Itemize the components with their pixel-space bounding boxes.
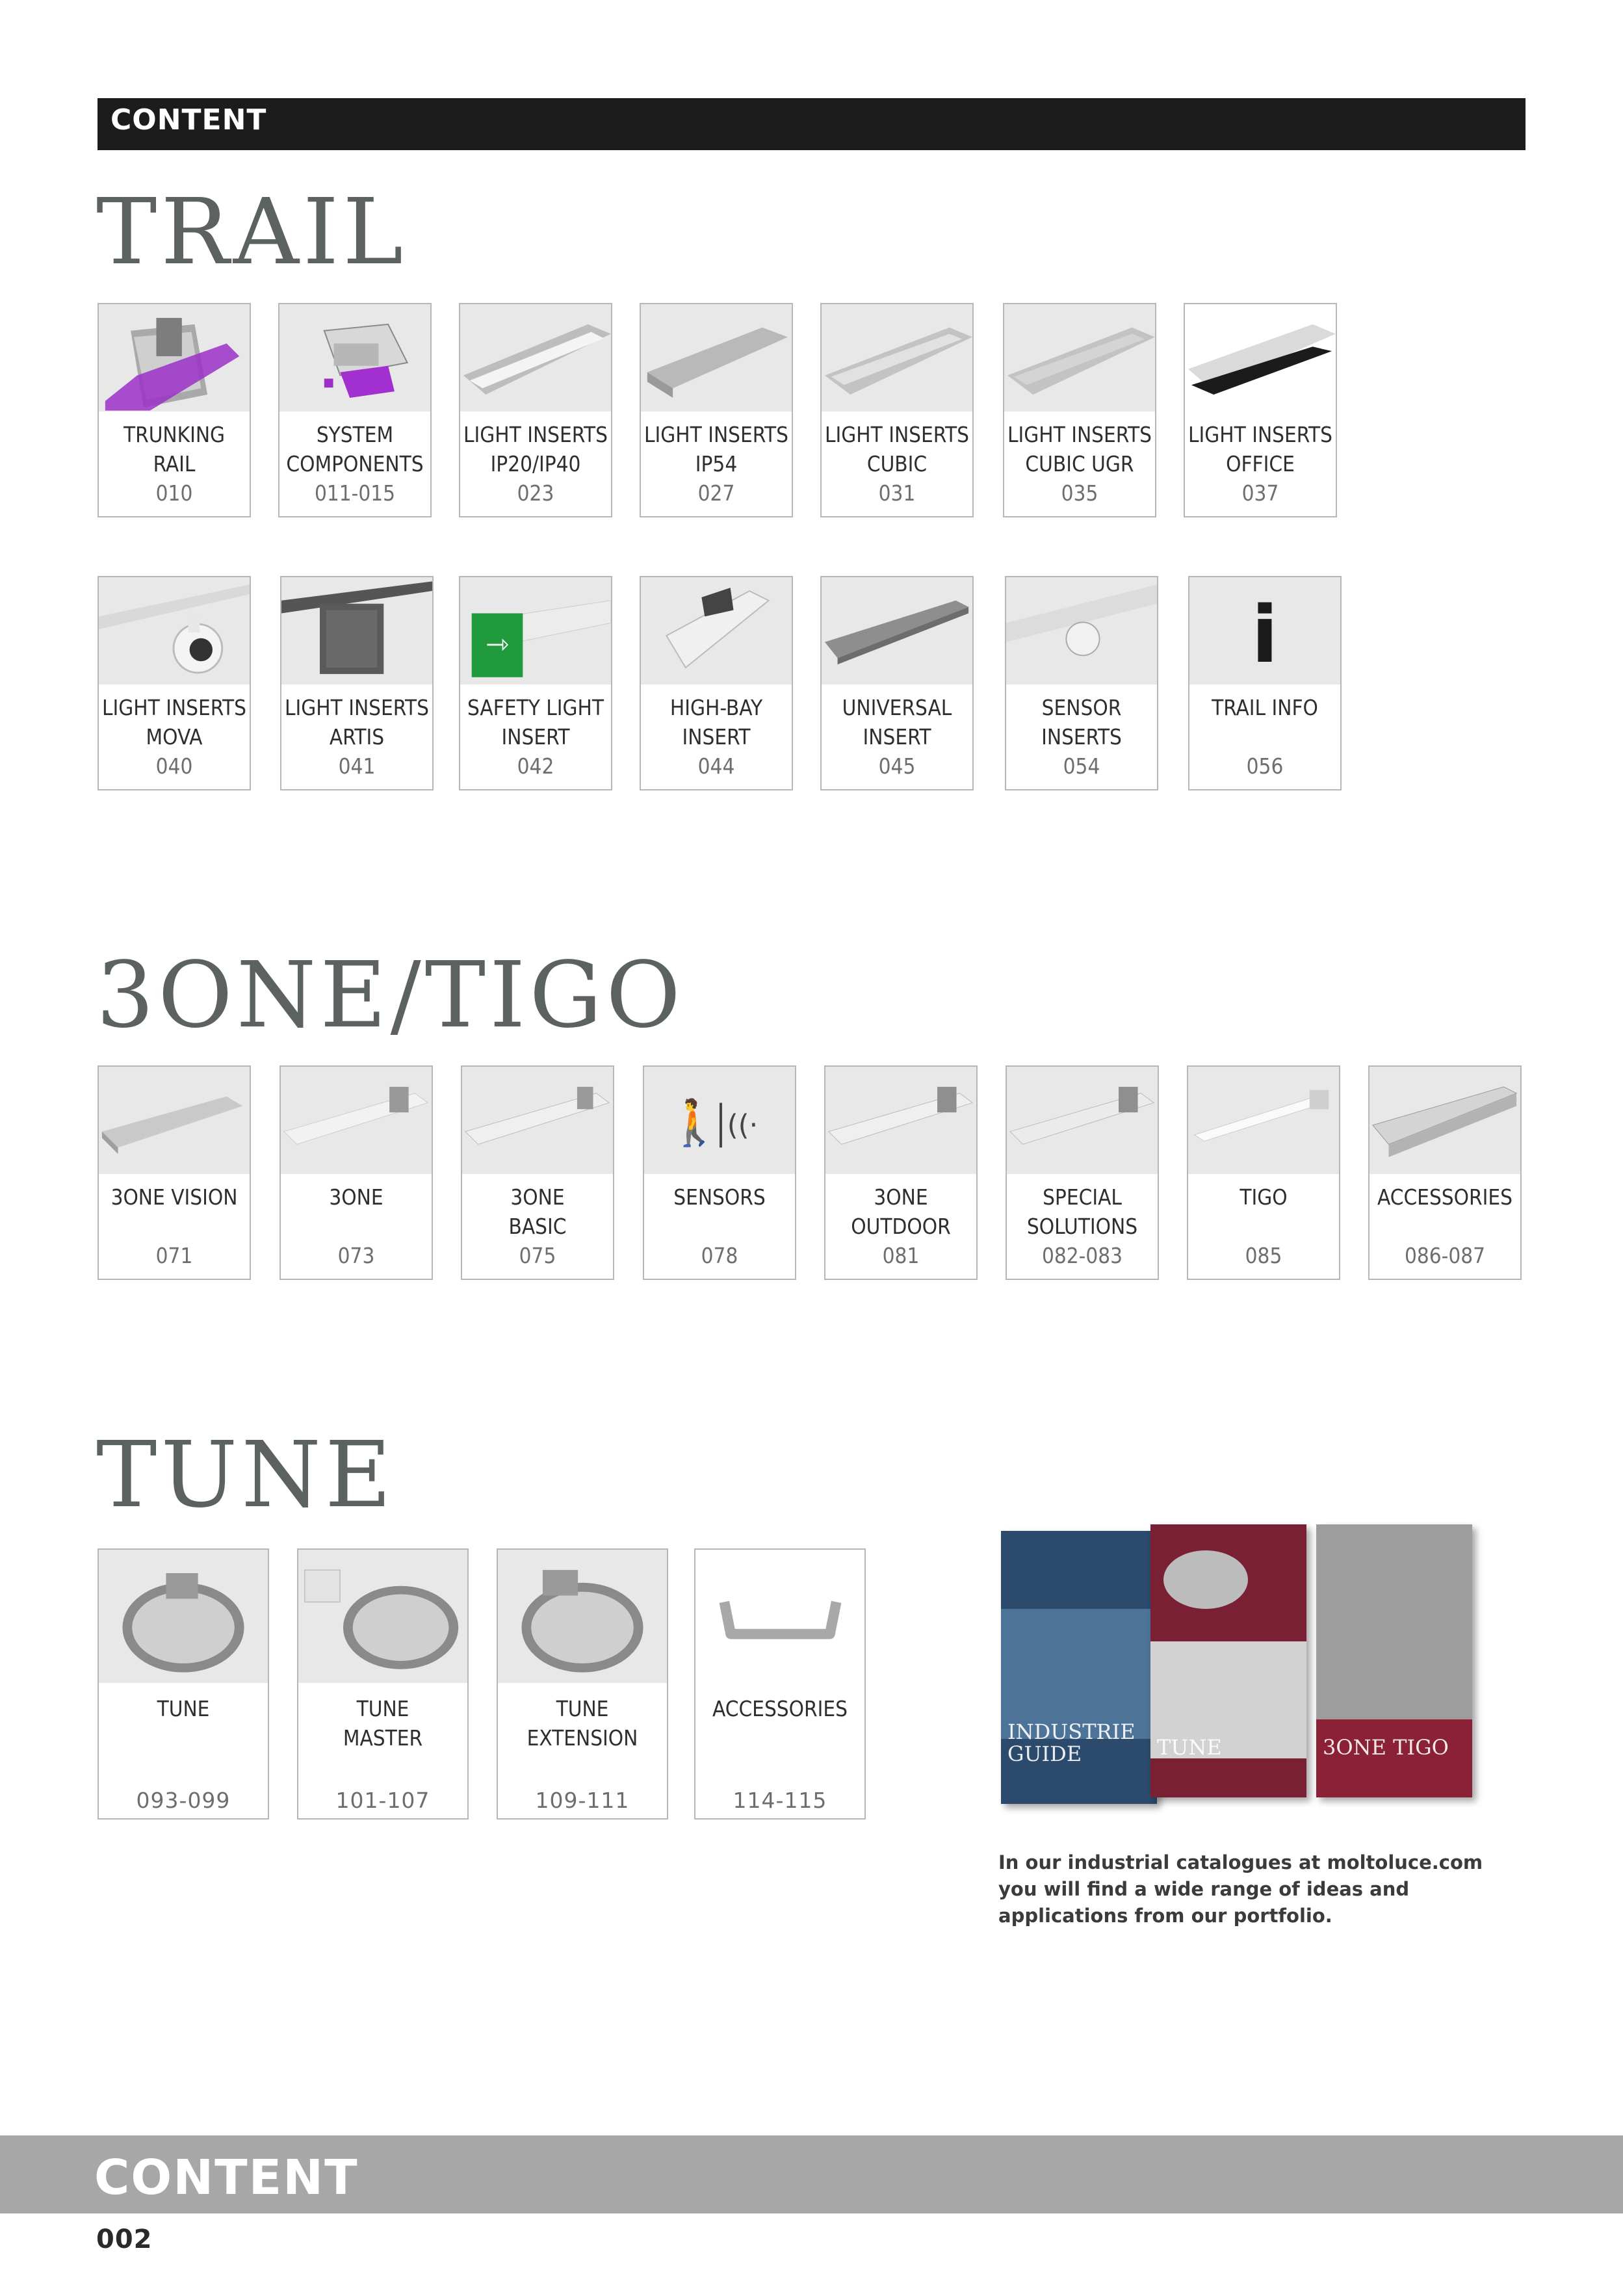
card-3one-basic[interactable]	[461, 1065, 614, 1280]
thumb-system-components	[279, 304, 430, 411]
card-light-inserts-mova[interactable]	[97, 576, 251, 790]
card-label: 3ONE VISION 071	[110, 1184, 238, 1268]
thumb-mova	[99, 577, 250, 685]
catalogue-tune[interactable]: TUNE	[1150, 1524, 1306, 1797]
card-sensor-inserts[interactable]	[1005, 576, 1158, 790]
thumb-safety-light	[460, 577, 611, 685]
card-label: TUNE MASTER	[343, 1696, 423, 1751]
thumb-sensor	[1006, 577, 1157, 685]
card-high-bay-insert[interactable]	[640, 576, 793, 790]
thumb-3one-basic	[462, 1067, 613, 1174]
card-light-inserts-ip54[interactable]	[640, 303, 793, 517]
card-label: 3ONE BASIC 075	[508, 1184, 567, 1268]
thumb-special-solutions	[1007, 1067, 1158, 1174]
thumb-3one	[281, 1067, 432, 1174]
card-label: SENSORS 078	[673, 1184, 766, 1268]
thumb-3one-accessories	[1370, 1067, 1520, 1174]
thumb-universal	[822, 577, 972, 685]
card-label: 3ONE 073	[329, 1184, 383, 1268]
card-tune[interactable]	[97, 1548, 269, 1820]
card-label: SENSOR INSERTS 054	[1041, 695, 1122, 779]
catalogue-industrie-guide[interactable]: INDUSTRIE GUIDE	[1001, 1531, 1157, 1804]
card-label: 3ONE OUTDOOR 081	[851, 1184, 951, 1268]
card-sensors[interactable]	[643, 1065, 796, 1280]
thumb-3one-outdoor	[825, 1067, 976, 1174]
card-tune-accessories[interactable]	[694, 1548, 866, 1820]
card-light-inserts-cubic-ugr[interactable]	[1003, 303, 1156, 517]
content-footer-bar	[0, 2135, 1623, 2213]
card-page: 101-107	[335, 1788, 430, 1813]
card-label: LIGHT INSERTS ARTIS 041	[285, 695, 429, 779]
card-trail-info[interactable]	[1188, 576, 1342, 790]
card-label: HIGH-BAY INSERT 044	[669, 695, 763, 779]
svg-text:🚶: 🚶	[666, 1097, 723, 1149]
thumb-artis	[281, 577, 432, 685]
card-light-inserts-artis[interactable]	[280, 576, 434, 790]
content-header-bar	[97, 98, 1526, 150]
thumb-tune-master	[298, 1550, 467, 1683]
card-label: LIGHT INSERTS IP20/IP40 023	[463, 422, 608, 506]
card-label: TUNE EXTENSION	[526, 1696, 638, 1751]
card-label: LIGHT INSERTS MOVA 040	[102, 695, 246, 779]
card-label: ACCESSORIES 086-087	[1377, 1184, 1513, 1268]
card-3one-accessories[interactable]	[1368, 1065, 1522, 1280]
card-universal-insert[interactable]	[820, 576, 974, 790]
card-label: SAFETY LIGHT INSERT 042	[467, 695, 604, 779]
thumb-light-inserts-office	[1185, 304, 1336, 411]
card-label: UNIVERSAL INSERT 045	[842, 695, 952, 779]
card-label: SYSTEM COMPONENTS 011-015	[286, 422, 424, 506]
card-3one-outdoor[interactable]	[824, 1065, 978, 1280]
card-label: LIGHT INSERTS OFFICE 037	[1188, 422, 1332, 506]
card-page: 114-115	[733, 1788, 827, 1813]
card-label: LIGHT INSERTS CUBIC 031	[825, 422, 969, 506]
card-3one[interactable]	[279, 1065, 433, 1280]
section-title-tune: TUNE	[96, 1422, 396, 1528]
thumb-tune	[99, 1550, 268, 1683]
card-label: TIGO 085	[1240, 1184, 1288, 1268]
card-tigo[interactable]	[1187, 1065, 1340, 1280]
card-page: 109-111	[535, 1788, 630, 1813]
catalogue-caption: In our industrial catalogues at moltoluce.com you will find a wide range of ideas and applications from our portfolio.	[998, 1851, 1483, 1927]
thumb-trail-info	[1189, 577, 1340, 685]
card-safety-light-insert[interactable]	[459, 576, 612, 790]
page-number: 002	[96, 2224, 153, 2254]
info-icon: i	[1251, 590, 1279, 681]
card-page: 093-099	[136, 1788, 231, 1813]
card-label: SPECIAL SOLUTIONS 082-083	[1026, 1184, 1138, 1268]
thumb-tune-extension	[498, 1550, 667, 1683]
svg-text:((·: ((·	[727, 1109, 759, 1142]
card-light-inserts-office[interactable]	[1184, 303, 1337, 517]
card-system-components[interactable]	[278, 303, 432, 517]
card-trunking-rail[interactable]	[97, 303, 251, 517]
card-light-inserts-ip20[interactable]	[459, 303, 612, 517]
card-label: LIGHT INSERTS CUBIC UGR 035	[1007, 422, 1152, 506]
card-label: LIGHT INSERTS IP54 027	[644, 422, 788, 506]
section-title-3one-tigo: 3ONE/TIGO	[96, 943, 685, 1049]
card-special-solutions[interactable]	[1006, 1065, 1159, 1280]
card-light-inserts-cubic[interactable]	[820, 303, 974, 517]
catalogue-3one-tigo[interactable]: 3ONE TIGO	[1316, 1524, 1472, 1797]
svg-text:⇾: ⇾	[485, 628, 510, 661]
thumb-tigo	[1188, 1067, 1339, 1174]
card-tune-master[interactable]	[297, 1548, 469, 1820]
thumb-light-inserts-ip54	[641, 304, 792, 411]
card-label: TUNE	[157, 1696, 210, 1721]
thumb-light-inserts-ip20	[460, 304, 611, 411]
card-label: ACCESSORIES	[712, 1696, 848, 1721]
thumb-light-inserts-cubic	[822, 304, 972, 411]
card-3one-vision[interactable]	[97, 1065, 251, 1280]
catalogue-covers[interactable]	[1001, 1531, 1490, 1814]
card-label: TRAIL INFO 056	[1212, 695, 1318, 779]
content-header-label: CONTENT	[110, 103, 267, 137]
thumb-trunking-rail	[99, 304, 250, 411]
thumb-high-bay	[641, 577, 792, 685]
thumb-sensors	[644, 1067, 795, 1174]
thumb-tune-accessories	[695, 1550, 864, 1683]
content-footer-label: CONTENT	[94, 2150, 359, 2206]
section-title-trail: TRAIL	[96, 179, 408, 285]
thumb-light-inserts-cubic-ugr	[1004, 304, 1155, 411]
card-label: TRUNKING RAIL 010	[123, 422, 226, 506]
card-tune-extension[interactable]	[497, 1548, 668, 1820]
thumb-3one-vision	[99, 1067, 250, 1174]
